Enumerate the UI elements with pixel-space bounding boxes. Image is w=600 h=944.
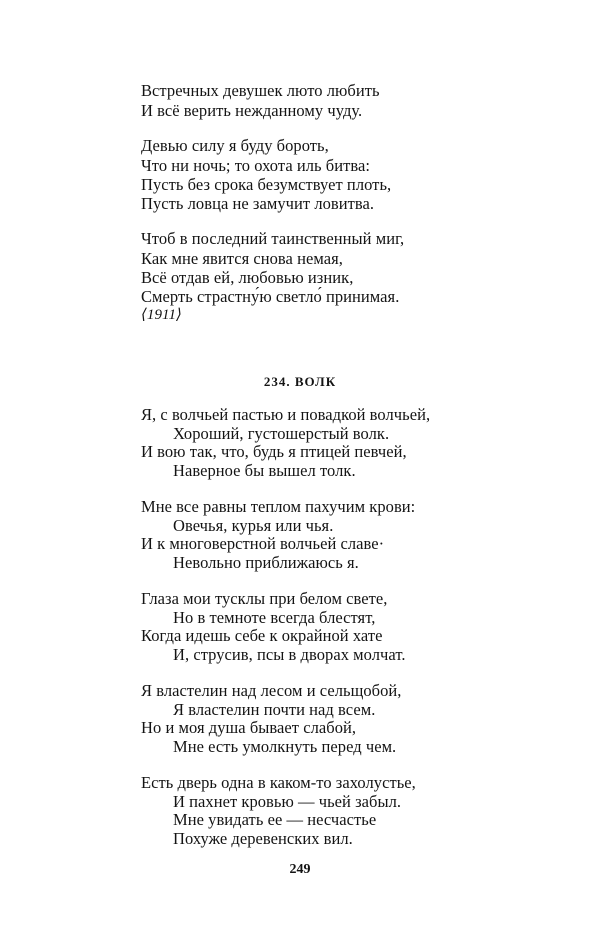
poem-line: И вою так, что, будь я птицей певчей, xyxy=(141,442,407,461)
poem-line: Мне есть умолкнуть перед чем. xyxy=(173,737,397,756)
poem-line: И всё верить нежданному чуду. xyxy=(141,101,363,120)
poem-title: 234. ВОЛК xyxy=(263,374,337,389)
poem-line: Что ни ночь; то охота иль битва: xyxy=(141,156,371,175)
poem-date: ⟨1911⟩ xyxy=(141,307,182,323)
poem-line: Я, с волчьей пастью и повадкой волчьей, xyxy=(141,405,431,424)
poem-line: И, струсив, псы в дворах молчат. xyxy=(173,645,406,664)
poem-line: Пусть без срока безумствует плоть, xyxy=(141,175,392,194)
poem-line: Смерть страстну́ю светло́ принимая. xyxy=(141,287,400,306)
poem-line: Есть дверь одна в каком-то захолустье, xyxy=(141,773,416,792)
poem-line: Встречных девушек люто любить xyxy=(141,81,380,100)
poem-line: Наверное бы вышел толк. xyxy=(173,461,356,480)
poem-line: Но и моя душа бывает слабой, xyxy=(141,718,357,737)
poem-line: Овечья, курья или чья. xyxy=(173,516,334,535)
poem-line: Хороший, густошерстый волк. xyxy=(173,424,390,443)
poem-line: Я властелин над лесом и сельщобой, xyxy=(141,681,402,700)
poem-line: Но в темноте всегда блестят, xyxy=(173,608,376,627)
poem-line: Девью силу я буду бороть, xyxy=(141,136,329,155)
poem-line: И пахнет кровью — чьей забыл. xyxy=(173,792,402,811)
poem-line: Как мне явится снова немая, xyxy=(141,249,343,268)
poem-line: Когда идешь себе к окрайной хате xyxy=(141,626,383,645)
poem-line: Всё отдав ей, любовью изник, xyxy=(141,268,354,287)
poem-line: Пусть ловца не замучит ловитва. xyxy=(141,194,375,213)
poem-line: Невольно приближаюсь я. xyxy=(173,553,359,572)
poem-line: Похуже деревенских вил. xyxy=(173,829,353,848)
poem-line: И к многоверстной волчьей славе· xyxy=(141,534,385,553)
poem-line: Чтоб в последний таинственный миг, xyxy=(141,229,405,248)
poem-line: Глаза мои тусклы при белом свете, xyxy=(141,589,388,608)
poem-line: Я властелин почти над всем. xyxy=(173,700,376,719)
page-number: 249 xyxy=(289,862,311,877)
poem-line: Мне все равны теплом пахучим крови: xyxy=(141,497,416,516)
poem-line: Мне увидать ее — несчастье xyxy=(173,810,377,829)
